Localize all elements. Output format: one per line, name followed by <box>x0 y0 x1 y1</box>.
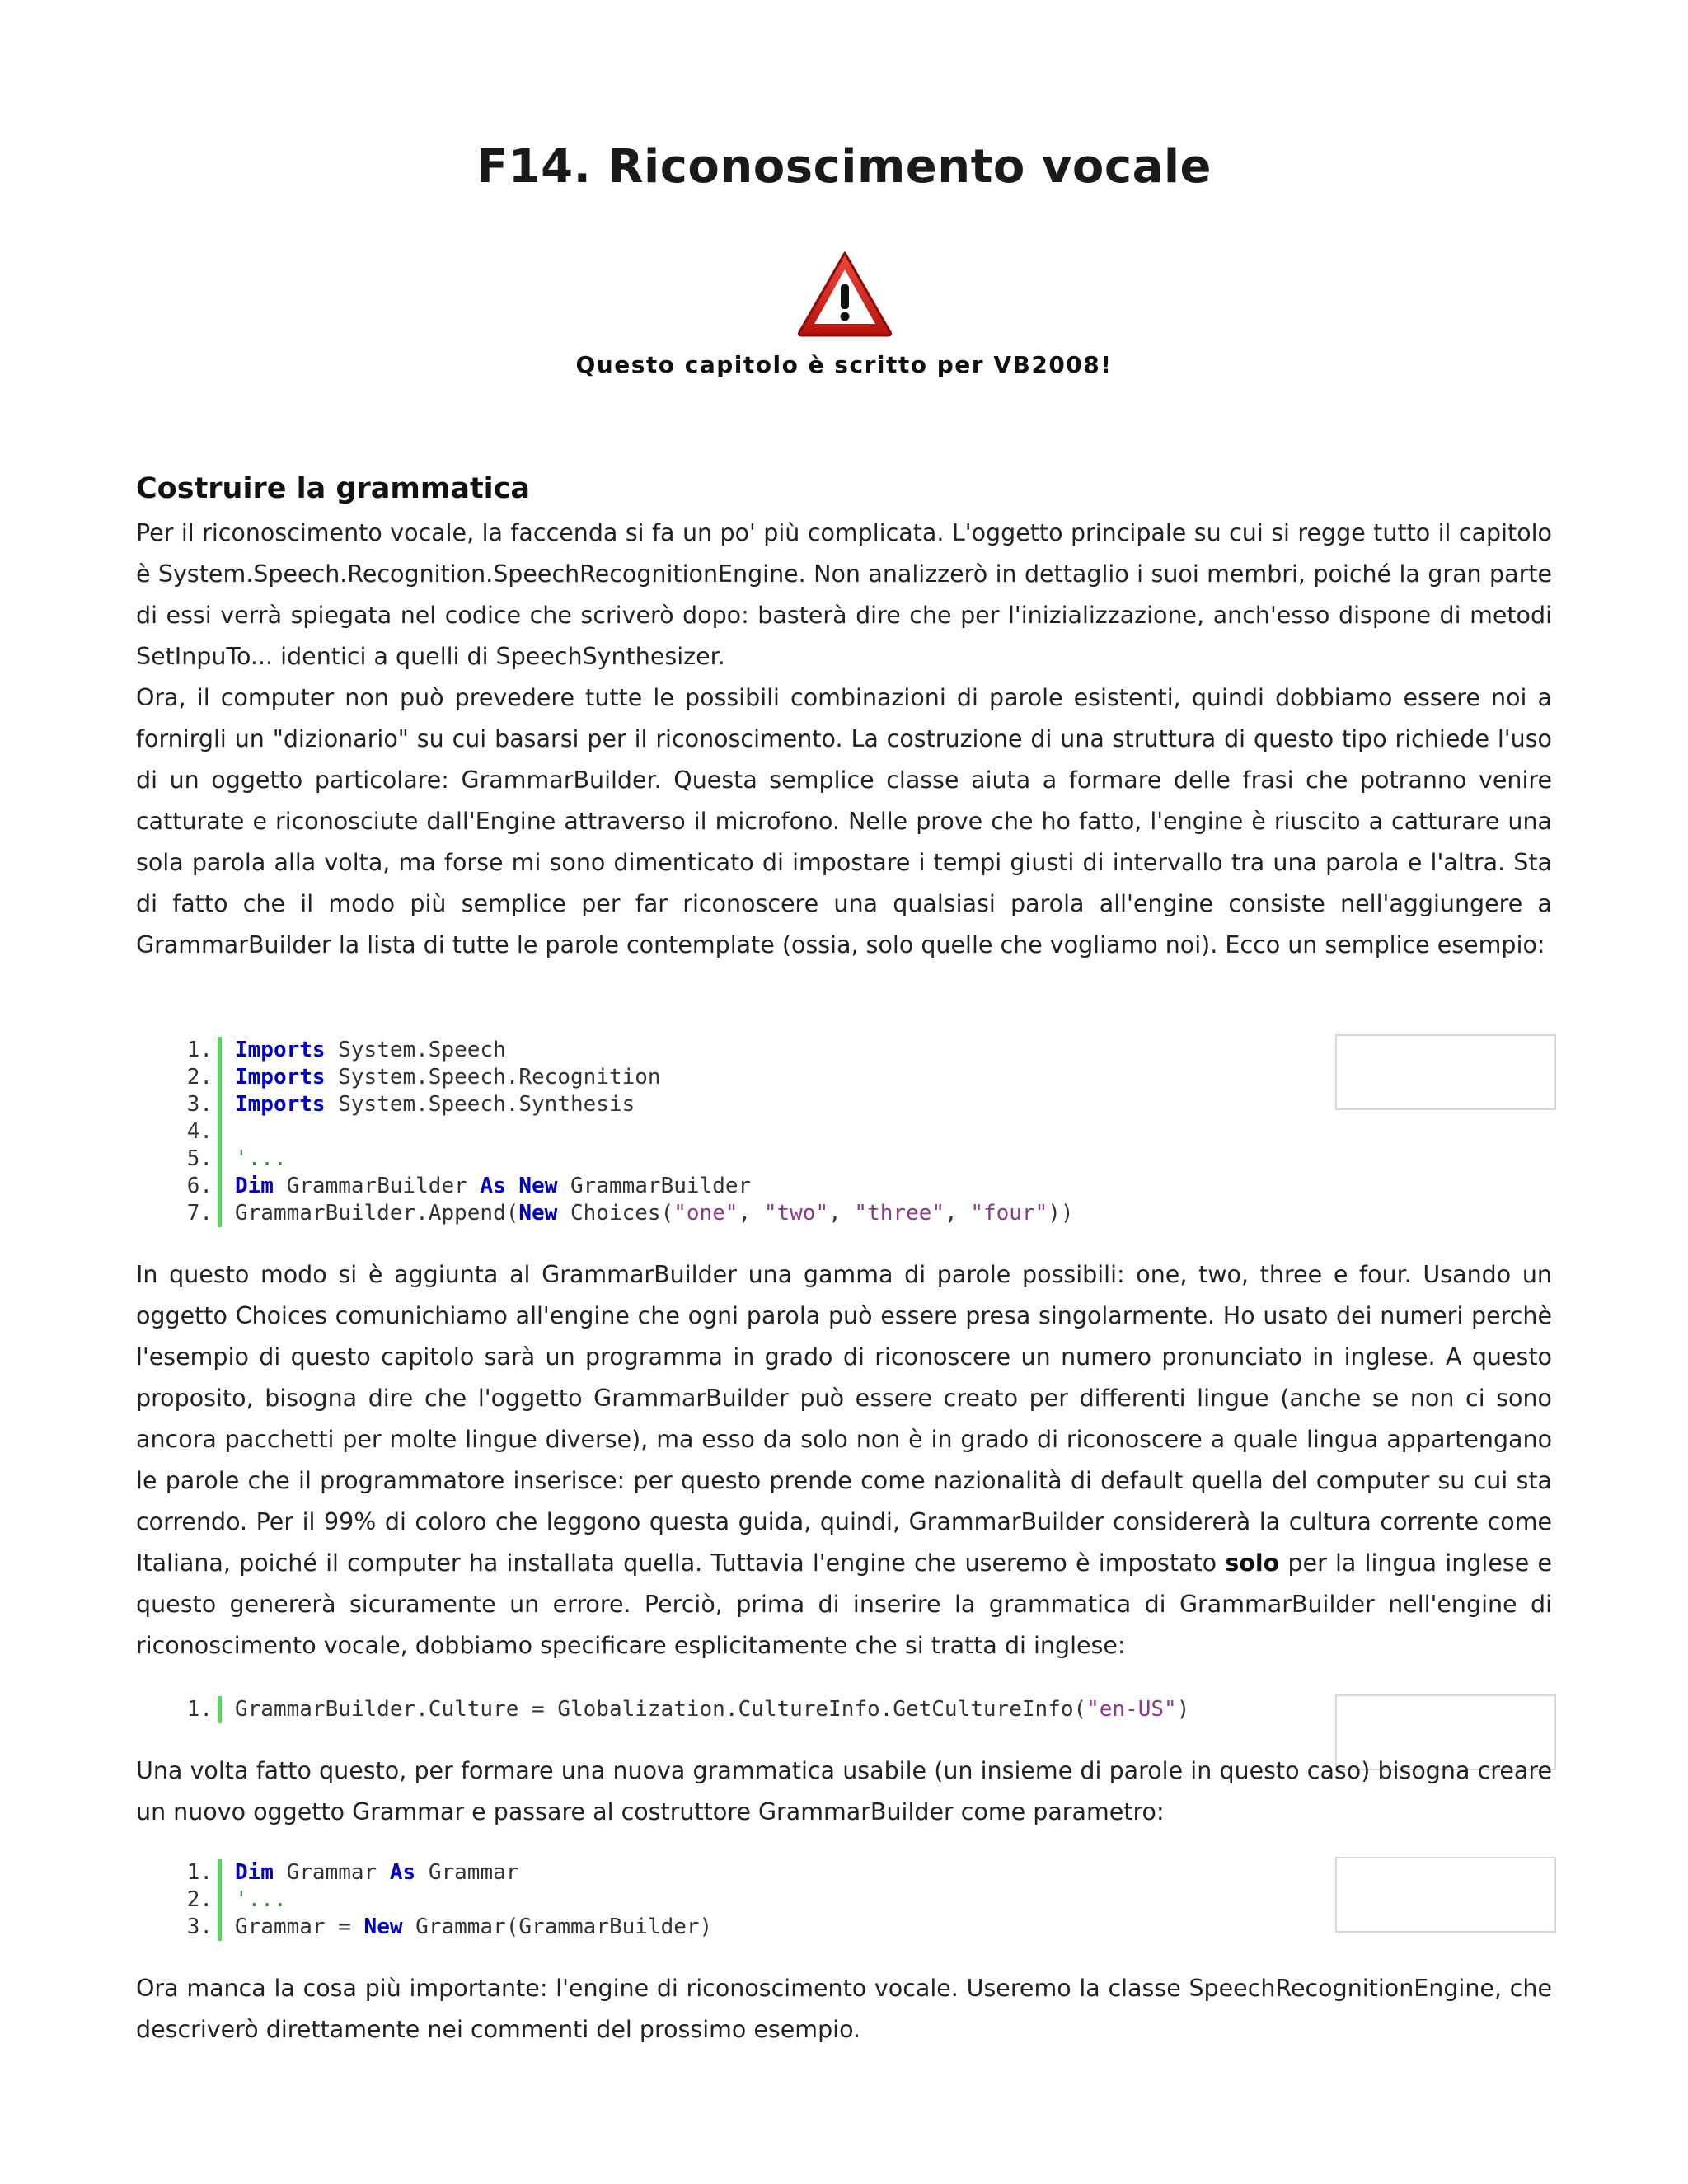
code-text: System.Speech.Synthesis <box>325 1092 635 1117</box>
code-string: "one" <box>673 1201 738 1226</box>
warning-text: Questo capitolo è scritto per VB2008! <box>575 351 1113 378</box>
code-text: Grammar = <box>235 1915 364 1939</box>
code-toolbar-box[interactable] <box>1335 1857 1556 1933</box>
gutter-bar <box>218 1146 222 1173</box>
code-text: )) <box>1048 1201 1074 1226</box>
line-number: 4. <box>186 1119 213 1144</box>
line-number: 7. <box>186 1201 213 1226</box>
paragraph-engine: Ora manca la cosa più importante: l'engine di riconoscimento vocale. Useremo la classe SpeechRecognitionEngine, che descriverò direttamente nei commenti del prossimo esempio. <box>136 1975 1552 2043</box>
paragraph-grammar-object: Una volta fatto questo, per formare una nuova grammatica usabile (un insieme di parole in questo caso) bisogna creare un nuovo oggetto Grammar e passare al costruttore GrammarBuilder come parametro: <box>136 1757 1552 1825</box>
line-number: 2. <box>186 1887 213 1912</box>
gutter-bar <box>218 1173 222 1200</box>
code-text: Grammar(GrammarBuilder) <box>402 1915 713 1939</box>
line-number: 6. <box>186 1174 213 1198</box>
line-number: 3. <box>186 1092 213 1117</box>
line-number: 1. <box>186 1038 213 1062</box>
gutter-bar <box>218 1696 222 1723</box>
code-keyword: New <box>518 1201 558 1226</box>
code-keyword: Dim <box>235 1174 274 1198</box>
code-line <box>165 1118 1566 1146</box>
code-text: ) <box>1176 1697 1190 1722</box>
code-text: System.Speech.Recognition <box>325 1065 661 1090</box>
code-text: GrammarBuilder <box>557 1174 752 1198</box>
code-string: "four" <box>970 1201 1048 1226</box>
code-line <box>165 1173 1566 1200</box>
code-text: , <box>945 1201 971 1226</box>
code-string: "en-US" <box>1086 1697 1177 1722</box>
code-text: , <box>738 1201 764 1226</box>
code-string: "three" <box>854 1201 945 1226</box>
paragraph-grammar: Ora, il computer non può prevedere tutte le possibili combinazioni di parole esistenti, quindi dobbiamo essere noi a fornirgli un "dizionario" su cui basarsi per il riconoscimento. La costruzione di una struttura di questo tipo richiede l'uso di un oggetto particolare: GrammarBuilder. Questa semplice classe aiuta a formare delle frasi che potranno venire catturate e riconosciute dall'Engine attraverso il microfono. Nelle prove che ho fatto, l'engine è riuscito a catturare una sola parola alla volta, ma forse mi sono dimenticato di impostare i tempi giusti di intervallo tra una parola e l'altra. Sta di fatto che il modo più semplice per far riconoscere una qualsiasi parola all'engine consiste nell'aggiungere a GrammarBuilder la lista di tutte le parole contemplate (ossia, solo quelle che vogliamo noi). Ecco un semplice esempio: <box>136 684 1552 958</box>
emphasis-solo: solo <box>1225 1549 1280 1577</box>
gutter-bar <box>218 1859 222 1886</box>
gutter-bar <box>218 1200 222 1227</box>
paragraph-culture <box>136 1254 1552 1666</box>
code-keyword: New <box>518 1174 558 1198</box>
page-title: F14. Riconoscimento vocale <box>476 140 1212 194</box>
code-line <box>165 1146 1566 1173</box>
code-text <box>506 1174 519 1198</box>
code-keyword: As <box>480 1174 506 1198</box>
gutter-bar <box>218 1037 222 1064</box>
gutter-bar <box>218 1064 222 1091</box>
gutter-bar <box>218 1118 222 1146</box>
gutter-bar <box>218 1914 222 1941</box>
code-text: GrammarBuilder.Culture = Globalization.CultureInfo.GetCultureInfo( <box>235 1697 1087 1722</box>
code-comment: '... <box>235 1887 287 1912</box>
code-toolbar-box[interactable] <box>1335 1034 1556 1110</box>
code-text: Choices( <box>557 1201 674 1226</box>
line-number: 1. <box>186 1860 213 1885</box>
code-text: GrammarBuilder.Append( <box>235 1201 519 1226</box>
line-number: 1. <box>186 1697 213 1722</box>
line-number: 3. <box>186 1915 213 1939</box>
code-keyword: Imports <box>235 1065 326 1090</box>
code-line <box>165 1200 1566 1227</box>
code-text: Grammar <box>273 1860 390 1885</box>
warning-icon <box>796 250 893 339</box>
gutter-bar <box>218 1091 222 1118</box>
paragraph-intro: Per il riconoscimento vocale, la faccenda si fa un po' più complicata. L'oggetto principale su cui si regge tutto il capitolo è System.Speech.Recognition.SpeechRecognitionEngine. Non analizzerò in dettaglio i suoi membri, poiché la gran parte di essi verrà spiegata nel codice che scriverò dopo: basterà dire che per l'inizializzazione, anch'esso dispone di metodi SetInpuTo... identici a quelli di SpeechSynthesizer. <box>136 519 1552 670</box>
code-keyword: Imports <box>235 1092 326 1117</box>
paragraph-culture-text-1: In questo modo si è aggiunta al GrammarBuilder una gamma di parole possibili: one, two, three e four. Usando un oggetto Choices comunichiamo all'engine che ogni parola può essere presa singolarmente. Ho usato dei numeri perchè l'esempio di questo capitolo sarà un programma in grado di riconoscere un numero pronunciato in inglese. A questo proposito, bisogna dire che l'oggetto GrammarBuilder può essere creato per differenti lingue (anche se non ci sono ancora pacchetti per molte lingue diverse), ma esso da solo non è in grado di riconoscere a quale lingua appartengano le parole che il programmatore inserisce: per questo prende come nazionalità di default quella del computer su cui sta correndo. Per il 99% di coloro che leggono questa guida, quindi, GrammarBuilder considererà la cultura corrente come Italiana, poiché il computer ha installata quella. Tuttavia l'engine che useremo è impostato <box>136 1261 1552 1577</box>
code-text: , <box>828 1201 855 1226</box>
paragraph-culture-text-2: per la lingua inglese e questo genererà sicuramente un errore. Perciò, prima di inserire la grammatica di GrammarBuilder nell'engine di riconoscimento vocale, dobbiamo specificare esplicitamente che si tratta di inglese: <box>136 1549 1552 1659</box>
section-heading: Costruire la grammatica <box>136 472 531 505</box>
gutter-bar <box>218 1886 222 1914</box>
code-keyword: Dim <box>235 1860 274 1885</box>
code-keyword: Imports <box>235 1038 326 1062</box>
code-keyword: New <box>363 1915 403 1939</box>
code-keyword: As <box>389 1860 416 1885</box>
code-string: "two" <box>763 1201 829 1226</box>
code-text: Grammar <box>415 1860 519 1885</box>
line-number: 2. <box>186 1065 213 1090</box>
code-text: System.Speech <box>325 1038 506 1062</box>
line-number: 5. <box>186 1146 213 1171</box>
code-comment: '... <box>235 1146 287 1171</box>
code-text: GrammarBuilder <box>273 1174 481 1198</box>
